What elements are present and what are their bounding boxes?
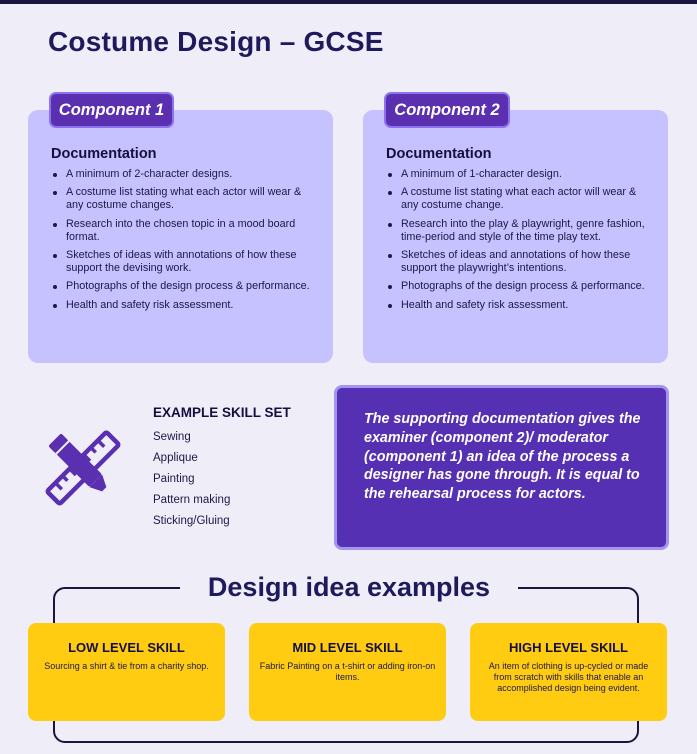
top-bar (0, 0, 697, 4)
skill-item: Applique (153, 452, 198, 464)
component-2-card (363, 110, 668, 363)
list-item: A minimum of 2-character designs. (66, 168, 321, 181)
high-level-skill-card (470, 623, 667, 721)
skill-item: Sticking/Gluing (153, 515, 230, 527)
design-ideas-title: Design idea examples (180, 568, 518, 606)
skill-item: Sewing (153, 431, 191, 443)
skill-level-title: LOW LEVEL SKILL (68, 640, 185, 655)
list-item: Health and safety risk assessment. (66, 299, 321, 312)
list-item: Health and safety risk assessment. (401, 299, 656, 312)
component-2-heading: Documentation (386, 146, 492, 162)
skills-list (153, 427, 230, 532)
component-1-list (66, 168, 321, 317)
list-item: Sketches of ideas and annotations of how these support the playwright’s intentions. (401, 249, 656, 275)
skill-level-title: MID LEVEL SKILL (292, 640, 403, 655)
list-item: A costume list stating what each actor will wear & any costume changes. (66, 186, 321, 212)
component-2-tag: Component 2 (384, 92, 510, 128)
mid-level-skill-card (249, 623, 446, 721)
skill-level-text: Fabric Painting on a t-shirt or adding iron-on items. (259, 661, 436, 682)
list-item: Sketches of ideas with annotations of how these support the devising work. (66, 249, 321, 275)
skills-title: EXAMPLE SKILL SET (153, 405, 291, 420)
list-item: Research into the play & playwright, genre fashion, time-period and style of the time play text. (401, 218, 656, 244)
list-item: A costume list stating what each actor will wear & any costume change. (401, 186, 656, 212)
component-1-card (28, 110, 333, 363)
ruler-pencil-icon (42, 428, 124, 508)
component-2-list (401, 168, 656, 317)
list-item: Research into the chosen topic in a mood board format. (66, 218, 321, 244)
skill-item: Painting (153, 473, 195, 485)
list-item: A minimum of 1-character design. (401, 168, 656, 181)
list-item: Photographs of the design process & performance. (66, 280, 321, 293)
documentation-note-text: The supporting documentation gives the examiner (component 2)/ moderator (component 1) an idea of the process a designer has gone through. It is equal to the rehearsal process for actors. (364, 411, 641, 503)
list-item: Photographs of the design process & performance. (401, 280, 656, 293)
skill-level-text: An item of clothing is up-cycled or made from scratch with skills that enable an accomplished design being evident. (488, 661, 649, 693)
low-level-skill-card (28, 623, 225, 721)
documentation-note-box (334, 385, 669, 550)
skill-level-text: Sourcing a shirt & tie from a charity shop. (44, 661, 209, 671)
component-1-heading: Documentation (51, 146, 157, 162)
skill-item: Pattern making (153, 494, 231, 506)
skill-level-title: HIGH LEVEL SKILL (509, 640, 628, 655)
page-title: Costume Design – GCSE (48, 26, 384, 57)
component-1-tag: Component 1 (49, 92, 174, 128)
